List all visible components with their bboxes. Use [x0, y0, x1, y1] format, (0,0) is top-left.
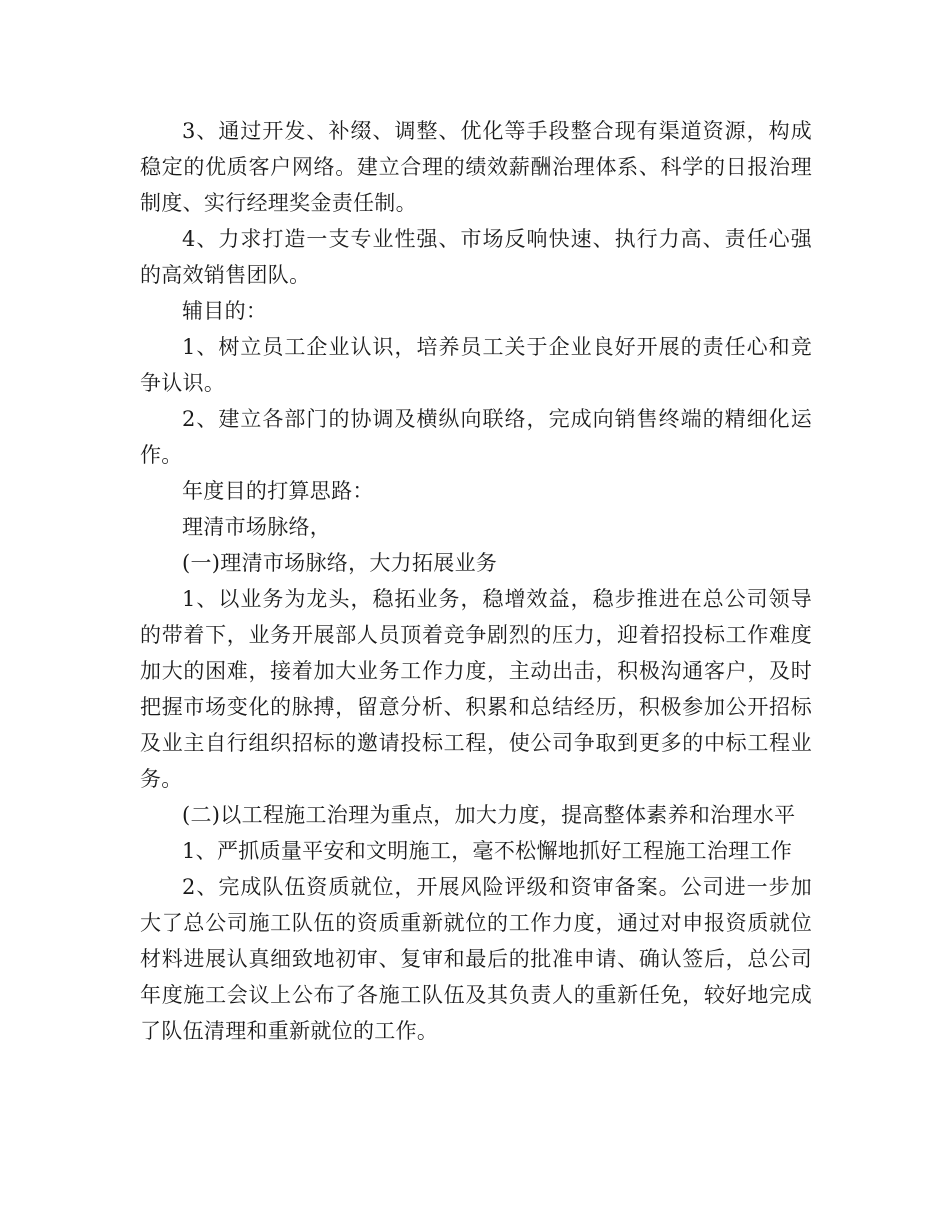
- paragraph-team-qualification: 2、完成队伍资质就位，开展风险评级和资审备案。公司进一步加大了总公司施工队伍的资质重新就位的工作力度，通过对申报资质就位材料进展认真细致地初审、复审和最后的批准申请、确认签后，总公司年度施工会议上公布了各施工队伍及其负责人的重新任免，较好地完成了队伍清理和重新就位的工作。: [140, 875, 812, 1043]
- heading-secondary-goals: 辅目的：: [182, 299, 268, 323]
- paragraph-department-coordination: 2、建立各部门的协调及横纵向联络，完成向销售终端的精细化运作。: [140, 407, 812, 467]
- line-market-context: 理清市场脉络，: [182, 515, 332, 539]
- paragraph-channel-resources: 3、通过开发、补缀、调整、优化等手段整合现有渠道资源，构成稳定的优质客户网络。建立合理的绩效薪酬治理体系、科学的日报治理制度、实行经理奖金责任制。: [140, 119, 812, 215]
- paragraph-sales-team: 4、力求打造一支专业性强、市场反响快速、执行力高、责任心强的高效销售团队。: [140, 227, 812, 287]
- paragraph-quality-safety: 1、严抓质量平安和文明施工，毫不松懈地抓好工程施工治理工作: [182, 839, 793, 863]
- document-body: [140, 113, 812, 1049]
- paragraph-business-expansion: 1、以业务为龙头，稳拓业务，稳增效益，稳步推进在总公司领导的带着下，业务开展部人员顶着竞争剧烈的压力，迎着招投标工作难度加大的困难，接着加大业务工作力度，主动出击，积极沟通客户，及时把握市场变化的脉搏，留意分析、积累和总结经历，积极参加公开招标及业主自行组织招标的邀请投标工程，使公司争取到更多的中标工程业务。: [140, 587, 812, 791]
- section-heading-two: (二)以工程施工治理为重点，加大力度，提高整体素养和治理水平: [182, 803, 796, 827]
- heading-annual-plan: 年度目的打算思路：: [182, 479, 374, 503]
- paragraph-employee-awareness: 1、树立员工企业认识，培养员工关于企业良好开展的责任心和竞争认识。: [140, 335, 812, 395]
- section-heading-one: (一)理清市场脉络，大力拓展业务: [182, 551, 498, 575]
